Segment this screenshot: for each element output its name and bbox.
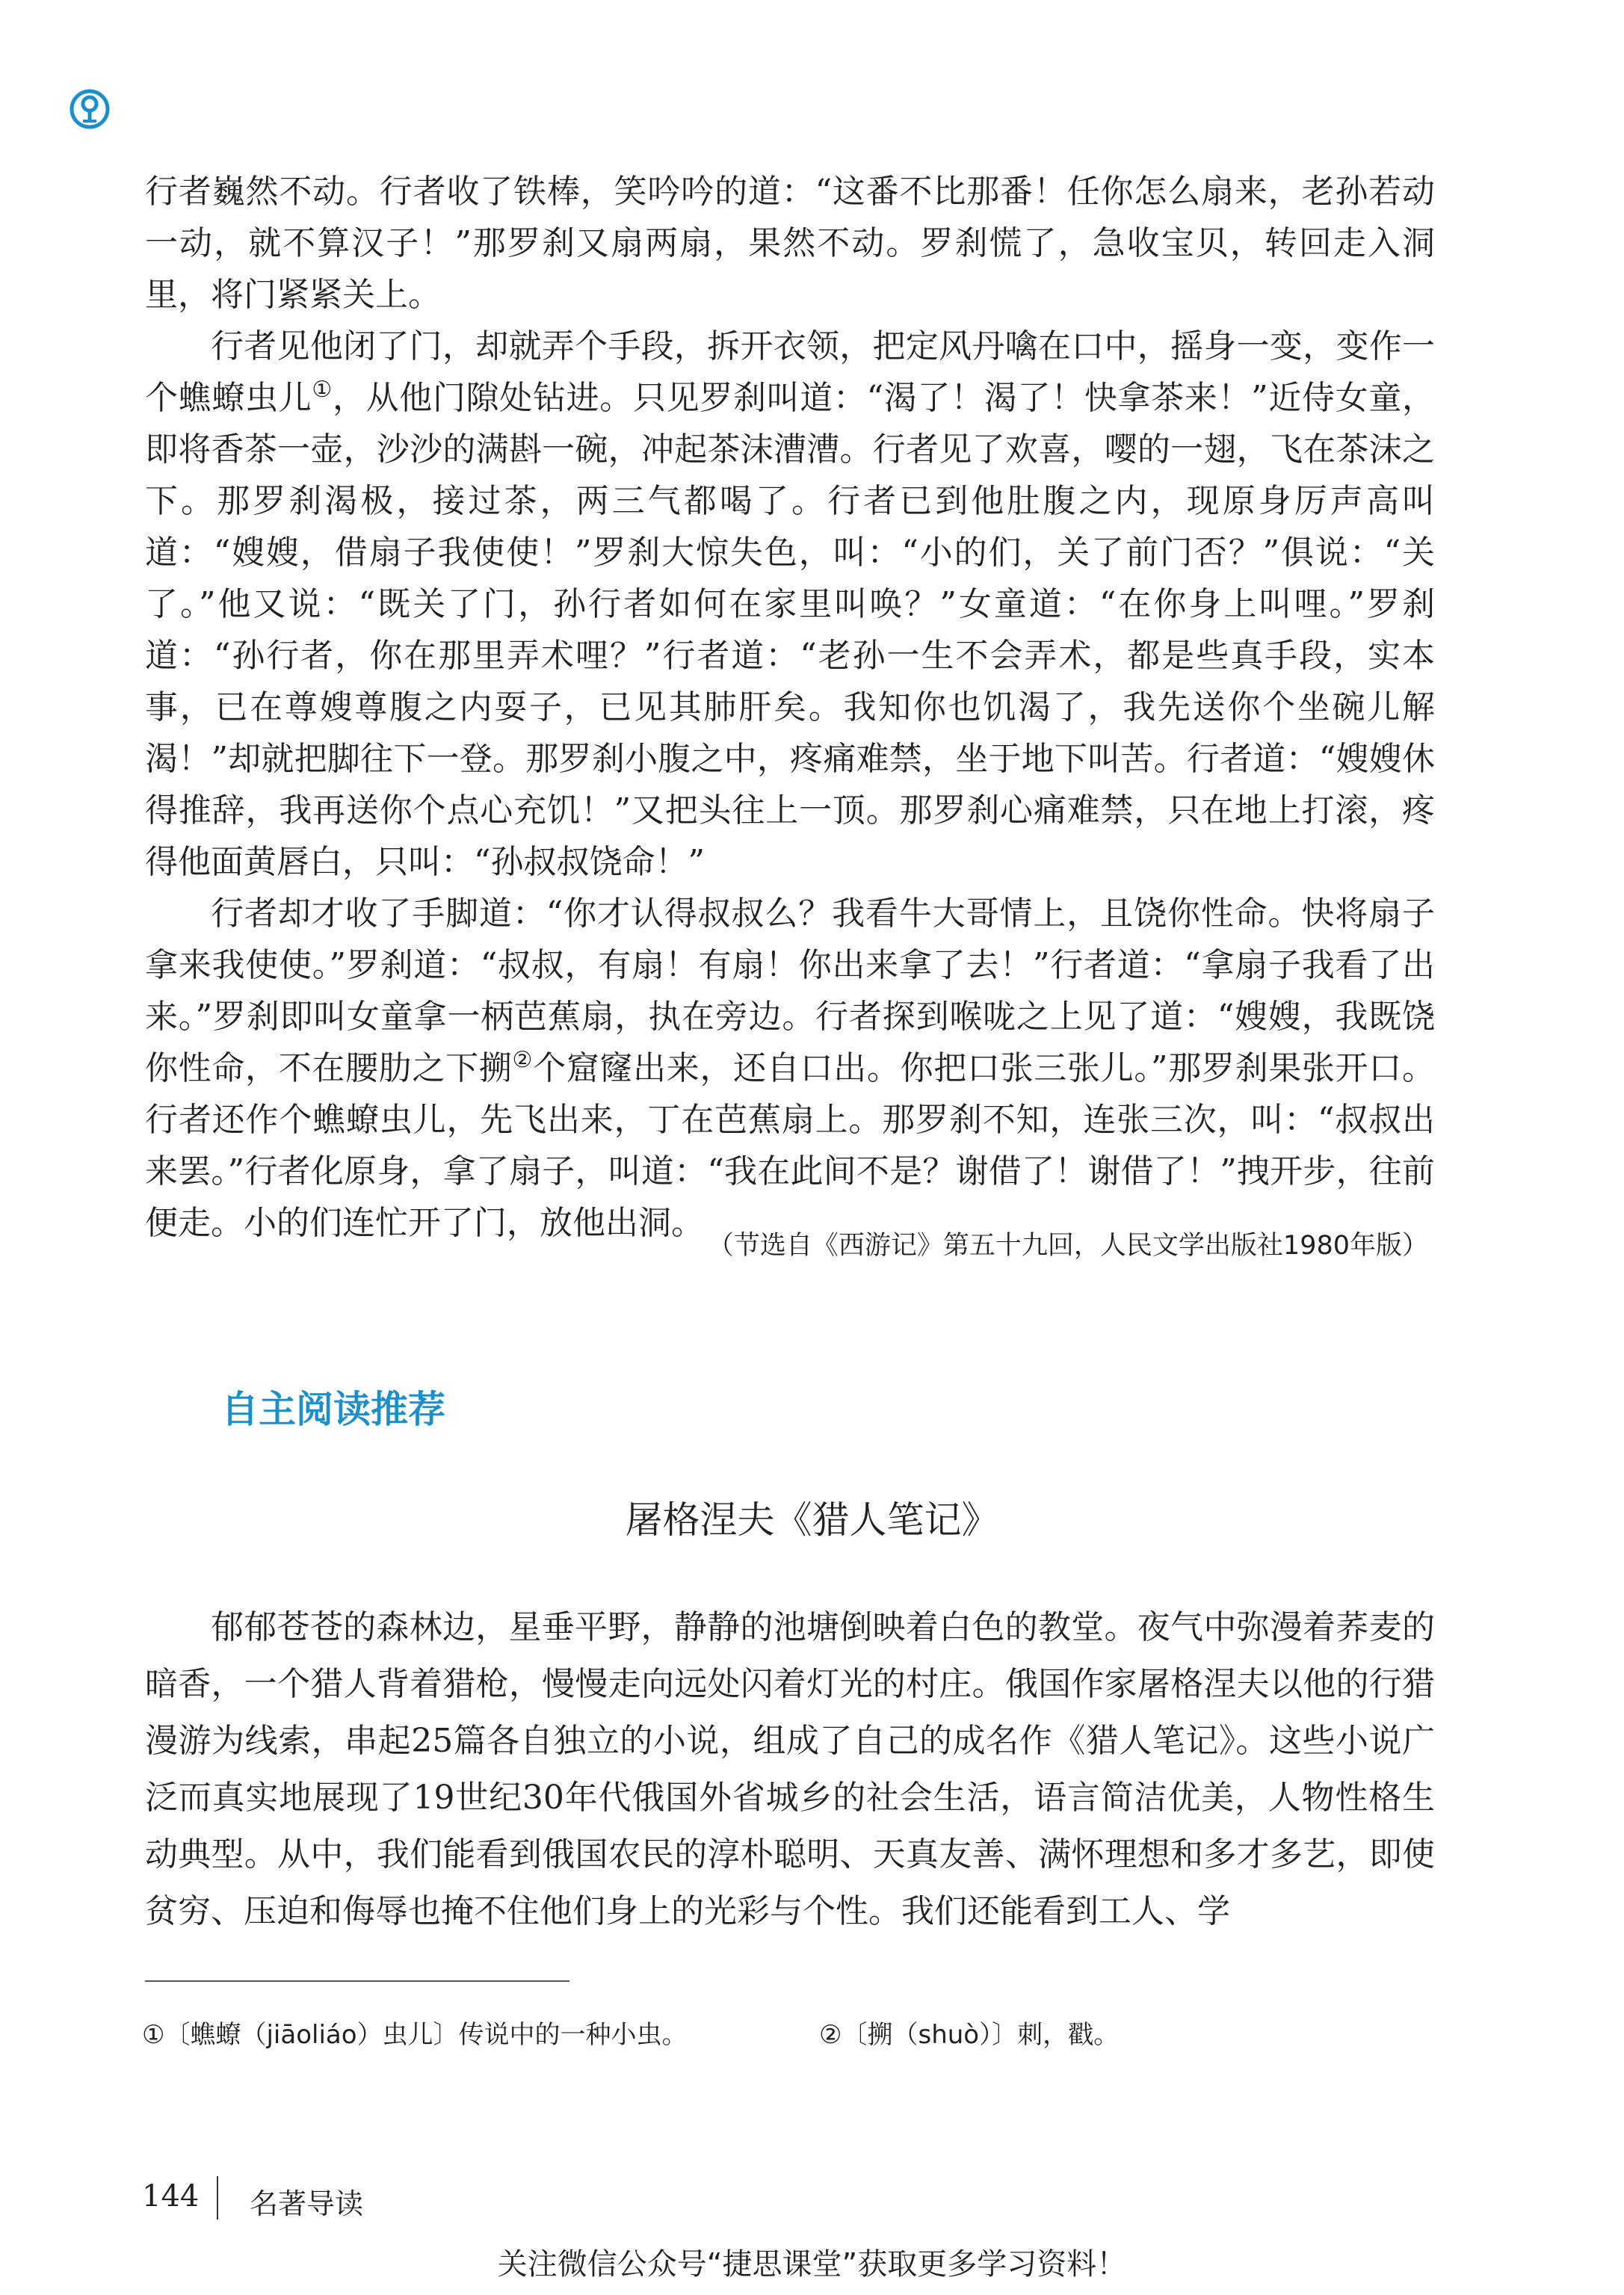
excerpt-paragraph — [145, 888, 1435, 1249]
recommend-text — [145, 1599, 1435, 1940]
paragraph-text: 行者见他闭了门，却就弄个手段，拆开衣领，把定风丹噙在口中，摇身一变，变作一个蟭蟟虫儿 — [145, 327, 1435, 417]
excerpt-paragraph — [145, 321, 1435, 888]
section-heading: 自主阅读推荐 — [221, 1388, 445, 1431]
footer-divider — [217, 2176, 218, 2220]
paragraph-text: 个窟窿出来，还自口出。你把口张三张儿。”那罗刹果张开口。行者还作个蟭蟟虫儿，先飞出来，丁在芭蕉扇上。那罗刹不知，连张三次，叫：“叔叔出来罢。”行者化原身，拿了扇子，叫道：“我在此间不是？谢借了！谢借了！”拽开步，往前便走。小的们连忙开了门，放他出洞。 — [145, 1049, 1435, 1242]
paragraph-text: 行者却才收了手脚道：“你才认得叔叔么？我看牛大哥情上，且饶你性命。快将扇子拿来我使使。”罗刹道：“叔叔，有扇！有扇！你出来拿了去！”行者道：“拿扇子我看了出来。”罗刹即叫女童拿一柄芭蕉扇，执在旁边。行者探到喉咙之上见了道：“嫂嫂，我既饶你性命，不在腰肋之下搠 — [145, 895, 1435, 1087]
footnote-1: ①〔蟭蟟（jiāoliáo）虫儿〕传说中的一种小虫。 — [142, 2020, 688, 2050]
publisher-logo-icon — [69, 88, 111, 130]
footer-book-name: 名著导读 — [250, 2187, 364, 2220]
paragraph-text: 行者巍然不动。行者收了铁棒，笑吟吟的道：“这番不比那番！任你怎么扇来，老孙若动一动，就不算汉子！”那罗刹又扇两扇，果然不动。罗刹慌了，急收宝贝，转回走入洞里，将门紧紧关上。 — [145, 173, 1435, 314]
page-number: 144 — [142, 2179, 200, 2214]
footnote-divider — [145, 1980, 569, 1982]
excerpt-source: （节选自《西游记》第五十九回，人民文学出版社1980年版） — [707, 1231, 1428, 1261]
book-title: 屠格涅夫《猎人笔记》 — [625, 1498, 999, 1542]
footnote-2: ②〔搠（shuò）〕刺，戳。 — [819, 2020, 1120, 2050]
excerpt-paragraph — [145, 166, 1435, 321]
paragraph-text: ，从他门隙处钻进。只见罗刹叫道：“渴了！渴了！快拿茶来！”近侍女童，即将香茶一壶，沙沙的满斟一碗，冲起茶沫漕漕。行者见了欢喜，嘤的一翅，飞在茶沫之下。那罗刹渴极，接过茶，两三气都喝了。行者已到他肚腹之内，现原身厉声高叫道：“嫂嫂，借扇子我使使！”罗刹大惊失色，叫：“小的们，关了前门否？”俱说：“关了。”他又说：“既关了门，孙行者如何在家里叫唤？”女童道：“在你身上叫哩。”罗刹道：“孙行者，你在那里弄术哩？”行者道：“老孙一生不会弄术，都是些真手段，实本事，已在尊嫂尊腹之内耍子，已见其肺肝矣。我知你也饥渴了，我先送你个坐碗儿解渴！”却就把脚往下一登。那罗刹小腹之中，疼痛难禁，坐于地下叫苦。行者道：“嫂嫂休得推辞，我再送你个点心充饥！”又把头往上一顶。那罗刹心痛难禁，只在地上打滚，疼得他面黄唇白，只叫：“孙叔叔饶命！” — [145, 379, 1436, 881]
footer-promo: 关注微信公众号“捷思课堂”获取更多学习资料！ — [497, 2247, 1127, 2282]
footnote-ref: ① — [312, 377, 333, 403]
recommend-paragraph: 郁郁苍苍的森林边，星垂平野，静静的池塘倒映着白色的教堂。夜气中弥漫着荞麦的暗香，一个猎人背着猎枪，慢慢走向远处闪着灯光的村庄。俄国作家屠格涅夫以他的行猎漫游为线索，串起25篇各自独立的小说，组成了自己的成名作《猎人笔记》。这些小说广泛而真实地展现了19世纪30年代俄国外省城乡的社会生活，语言简洁优美，人物性格生动典型。从中，我们能看到俄国农民的淳朴聪明、天真友善、满怀理想和多才多艺，即使贫穷、压迫和侮辱也掩不住他们身上的光彩与个性。我们还能看到工人、学 — [145, 1608, 1435, 1930]
footnote-ref: ② — [512, 1047, 534, 1073]
excerpt-text — [145, 166, 1435, 1249]
